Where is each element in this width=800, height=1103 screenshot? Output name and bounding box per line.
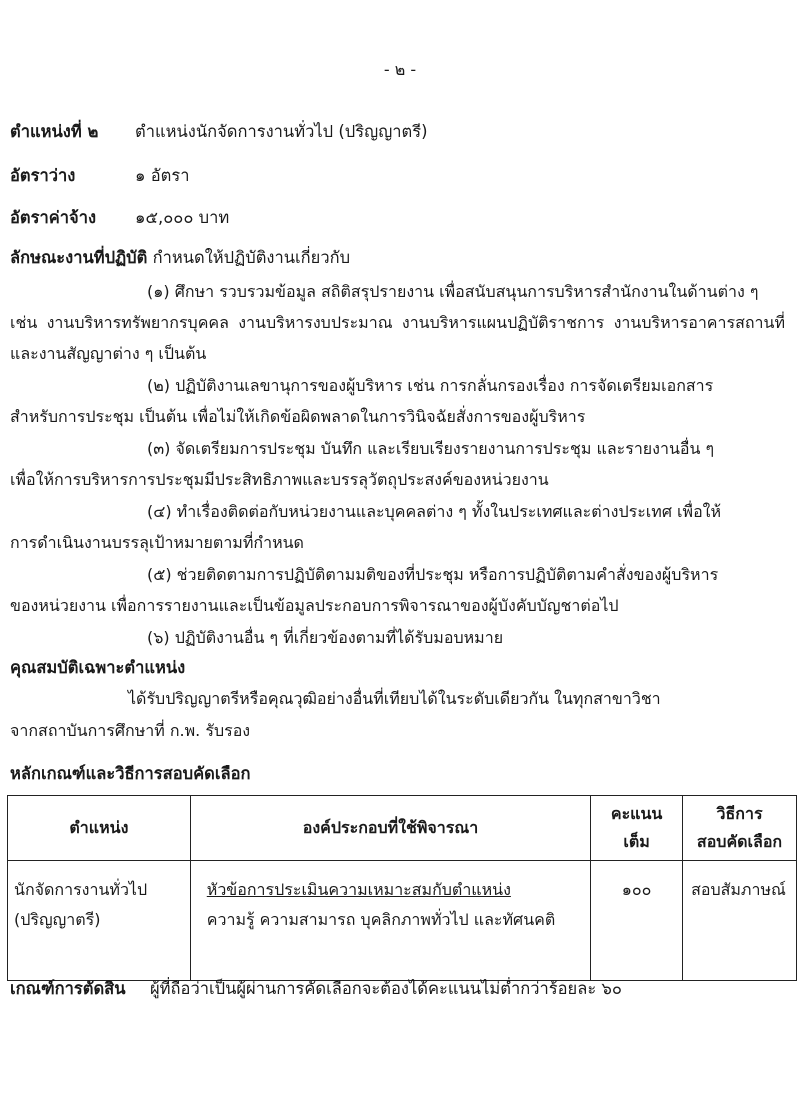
header-method-line-1: วิธีการ: [716, 804, 763, 823]
header-method: [683, 796, 797, 861]
duty-3-line-2: เพื่อให้การบริหารการประชุมมีประสิทธิภาพและบรรลุวัตถุประสงค์ของหน่วยงาน: [10, 470, 549, 489]
duty-6-line-1: (๖) ปฏิบัติงานอื่น ๆ ที่เกี่ยวข้องตามที่ได้รับมอบหมาย: [147, 628, 504, 647]
duty-2-line-1: (๒) ปฏิบัติงานเลขานุการของผู้บริหาร เช่น การกลั่นกรองเรื่อง การจัดเตรียมเอกสาร: [147, 376, 714, 395]
decision-label: เกณฑ์การตัดสิน: [10, 979, 126, 998]
header-position: [8, 796, 191, 861]
vacancy-field: [10, 164, 189, 188]
header-method-line-2: สอบคัดเลือก: [696, 832, 783, 851]
decision-field: [10, 977, 622, 1001]
cell-position-line-2: (ปริญญาตรี): [14, 910, 101, 929]
salary-value: ๑๕,๐๐๐ บาท: [135, 208, 230, 227]
duty-1-line-3: และงานสัญญาต่าง ๆ เป็นต้น: [10, 344, 207, 363]
cell-position-line-1: นักจัดการงานทั่วไป: [14, 880, 148, 899]
duty-4-line-2: การดำเนินงานบรรลุเป้าหมายตามที่กำหนด: [10, 533, 304, 552]
cell-score-value: ๑๐๐: [621, 880, 652, 899]
duties-heading: [10, 246, 350, 270]
position-field: [10, 120, 428, 144]
salary-label: อัตราค่าจ้าง: [10, 208, 97, 227]
duty-2-line-2: สำหรับการประชุม เป็นต้น เพื่อไม่ให้เกิดข้อผิดพลาดในการวินิจฉัยสั่งการของผู้บริหาร: [10, 407, 586, 426]
header-component-text: องค์ประกอบที่ใช้พิจารณา: [302, 818, 479, 837]
duty-5-line-2: ของหน่วยงาน เพื่อการรายงานและเป็นข้อมูลประกอบการพิจารณาของผู้บังคับบัญชาต่อไป: [10, 596, 619, 615]
qualifications-heading: คุณสมบัติเฉพาะตำแหน่ง: [10, 658, 186, 677]
cell-method-value: สอบสัมภาษณ์: [691, 880, 786, 899]
cell-component: [190, 861, 590, 981]
table-header-row: [8, 796, 797, 861]
duty-5-line-1: (๕) ช่วยติดตามการปฏิบัติตามมติของที่ประชุม หรือการปฏิบัติตามคำสั่งของผู้บริหาร: [147, 565, 719, 584]
cell-method: [683, 861, 797, 981]
cell-component-detail: ความรู้ ความสามารถ บุคลิกภาพทั่วไป และทัศนคติ: [206, 910, 556, 929]
qualifications-line-1: ได้รับปริญญาตรีหรือคุณวุฒิอย่างอื่นที่เทียบได้ในระดับเดียวกัน ในทุกสาขาวิชา: [128, 689, 661, 708]
duties-label: ลักษณะงานที่ปฏิบัติ: [10, 248, 148, 267]
duty-1-line-2: เช่น งานบริหารทรัพยากรบุคคล งานบริหารงบประมาณ งานบริหารแผนปฏิบัติราชการ งานบริหารอาคารสถานที่: [10, 313, 785, 332]
position-label: ตำแหน่งที่ ๒: [10, 122, 99, 141]
header-score-line-2: เต็ม: [623, 832, 650, 851]
header-score: [591, 796, 683, 861]
duty-4-line-1: (๔) ทำเรื่องติดต่อกับหน่วยงานและบุคคลต่าง ๆ ทั้งในประเทศและต่างประเทศ เพื่อให้: [147, 502, 722, 521]
decision-value: ผู้ที่ถือว่าเป็นผู้ผ่านการคัดเลือกจะต้องได้คะแนนไม่ต่ำกว่าร้อยละ ๖๐: [150, 979, 622, 998]
salary-field: [10, 206, 229, 230]
vacancy-label: อัตราว่าง: [10, 166, 76, 185]
position-value: ตำแหน่งนักจัดการงานทั่วไป (ปริญญาตรี): [135, 122, 428, 141]
cell-component-title: หัวข้อการประเมินความเหมาะสมกับตำแหน่ง: [206, 880, 511, 899]
header-component: [190, 796, 590, 861]
header-score-line-1: คะแนน: [610, 804, 663, 823]
duty-3-line-1: (๓) จัดเตรียมการประชุม บันทึก และเรียบเรียงรายงานการประชุม และรายงานอื่น ๆ: [147, 439, 715, 458]
vacancy-value: ๑ อัตรา: [135, 166, 190, 185]
duties-intro: กำหนดให้ปฏิบัติงานเกี่ยวกับ: [152, 248, 351, 267]
table-row: [8, 861, 797, 981]
page-number: - ๒ -: [383, 60, 417, 79]
selection-criteria-table: [7, 795, 797, 981]
duty-1-line-1: (๑) ศึกษา รวบรวมข้อมูล สถิติสรุปรายงาน เพื่อสนับสนุนการบริหารสำนักงานในด้านต่าง ๆ: [147, 282, 759, 301]
qualifications-line-2: จากสถาบันการศึกษาที่ ก.พ. รับรอง: [10, 721, 251, 740]
cell-score: [591, 861, 683, 981]
header-position-text: ตำแหน่ง: [69, 818, 129, 837]
cell-position: [8, 861, 191, 981]
criteria-heading: หลักเกณฑ์และวิธีการสอบคัดเลือก: [10, 764, 251, 783]
